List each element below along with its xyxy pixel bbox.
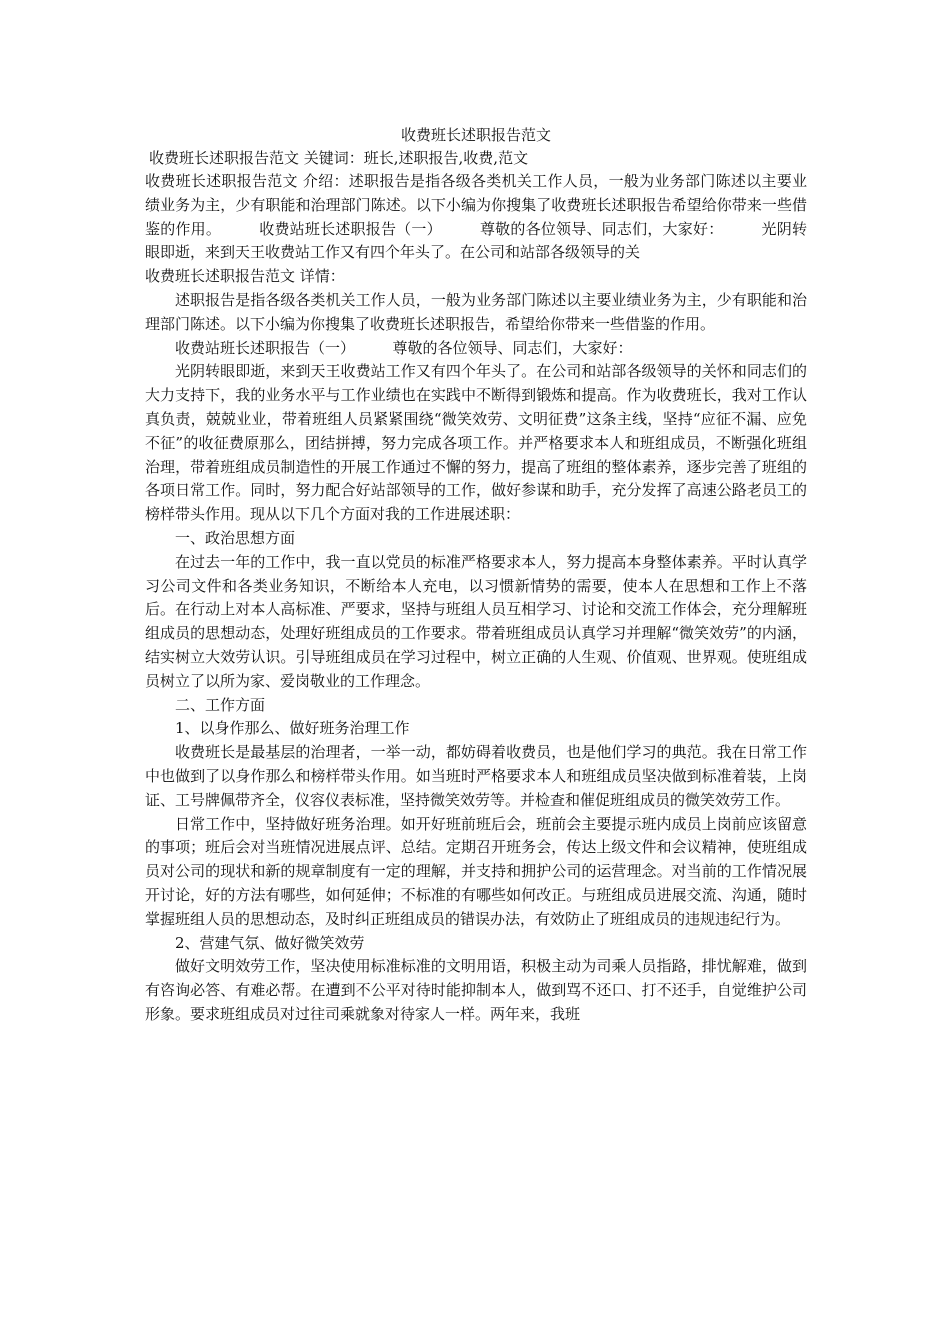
intro-paragraph: 收费班长述职报告范文 介绍：述职报告是指各级各类机关工作人员，一般为业务部门陈述以主要业绩业务为主，少有职能和治理部门陈述。以下小编为你搜集了收费班长述职报告希望给你带来一些借鉴的作用。 收费站班长述职报告（一） 尊敬的各位领导、同志们，大家好： 光阴转眼即逝，来到天王收费站工作又有四个年头了。在公司和站部各级领导的关: [145, 172, 807, 262]
body-paragraph: 光阴转眼即逝，来到天王收费站工作又有四个年头了。在公司和站部各级领导的关怀和同志们的大力支持下，我的业务水平与工作业绩也在实践中不断得到锻炼和提高。作为收费班长，我对工作认真负责，兢兢业业，带着班组人员紧紧围绕“微笑效劳、文明征费”这条主线，坚持“应征不漏、应免不征”的收征费原那么，团结拼搏，努力完成各项工作。并严格要求本人和班组成员，不断强化班组治理，带着班组成员制造性的开展工作通过不懈的努力，提高了班组的整体素养，逐步完善了班组的各项日常工作。同时，努力配合好站部领导的工作，做好参谋和助手，充分发挥了高速公路老员工的榜样带头作用。现从以下几个方面对我的工作进展述职：: [145, 362, 807, 524]
section-heading: 一、政治思想方面: [175, 528, 296, 547]
subsection-heading: 2、营建气氛、做好微笑效劳: [175, 933, 365, 952]
subsection-heading: 1、以身作那么、做好班务治理工作: [175, 719, 410, 738]
body-paragraph: 日常工作中，坚持做好班务治理。如开好班前班后会，班前会主要提示班内成员上岗前应该留意的事项；班后会对当班情况进展点评、总结。定期召开班务会，传达上级文件和会议精神，使班组成员对公司的现状和新的规章制度有一定的理解，并支持和拥护公司的运营理念。对当前的工作情况展开讨论，好的方法有哪些，如何延伸；不标准的有哪些如何改正。与班组成员进展交流、沟通，随时掌握班组人员的思想动态，及时纠正班组成员的错误办法，有效防止了班组成员的违规违纪行为。: [145, 814, 807, 928]
document-title: 收费班长述职报告范文: [400, 126, 551, 144]
details-label: 收费班长述职报告范文 详情：: [145, 267, 345, 286]
body-paragraph: 收费班长是最基层的治理者，一举一动，都妨碍着收费员，也是他们学习的典范。我在日常工作中也做到了以身作那么和榜样带头作用。如当班时严格要求本人和班组成员坚决做到标准着装，上岗证、工号牌佩带齐全，仪容仪表标准，坚持微笑效劳等。并检查和催促班组成员的微笑效劳工作。: [145, 743, 807, 809]
keywords-line: 收费班长述职报告范文 关键词：班长,述职报告,收费,范文: [149, 149, 529, 167]
body-paragraph: 做好文明效劳工作，坚决使用标准标准的文明用语，积极主动为司乘人员指路，排忧解难，做到有咨询必答、有难必帮。在遭到不公平对待时能抑制本人，做到骂不还口、打不还手，自觉维护公司形象。要求班组成员对过往司乘就象对待家人一样。两年来，我班: [145, 957, 807, 1023]
body-paragraph: 收费站班长述职报告（一） 尊敬的各位领导、同志们，大家好：: [175, 338, 633, 357]
body-paragraph: 在过去一年的工作中，我一直以党员的标准严格要求本人，努力提高本身整体素养。平时认真学习公司文件和各类业务知识，不断给本人充电，以习惯新情势的需要，使本人在思想和工作上不落后。在行动上对本人高标准、严要求，坚持与班组人员互相学习、讨论和交流工作体会，充分理解班组成员的思想动态，处理好班组成员的工作要求。带着班组成员认真学习并理解“微笑效劳”的内涵，结实树立大效劳认识。引导班组成员在学习过程中，树立正确的人生观、价值观、世界观。使班组成员树立了以所为家、爱岗敬业的工作理念。: [145, 552, 807, 690]
document-page: [145, 124, 807, 1027]
section-heading: 二、工作方面: [175, 695, 266, 714]
body-paragraph: 述职报告是指各级各类机关工作人员，一般为业务部门陈述以主要业绩业务为主，少有职能和治理部门陈述。以下小编为你搜集了收费班长述职报告，希望给你带来一些借鉴的作用。: [145, 290, 807, 333]
